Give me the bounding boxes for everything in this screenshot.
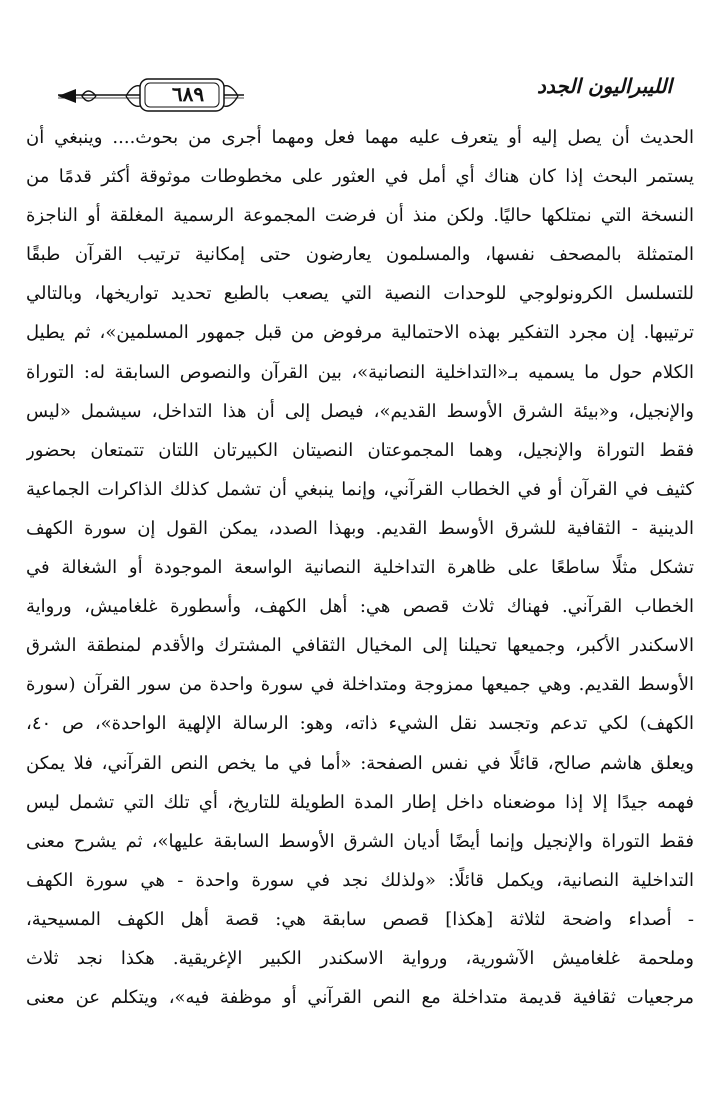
text-line: فهمه جيدًا إلا إذا موضعناه داخل إطار المدة الطويلة للتاريخ، أي تلك التي تشمل ليس <box>26 791 694 813</box>
text-line: ترتيبها. إن مجرد التفكير بهذه الاحتمالية مرفوض من قبل جمهور المسلمين»، ثم يطيل <box>26 322 694 344</box>
text-line: الخطاب القرآني. فهناك ثلاث قصص هي: أهل الكهف، وأسطورة غلغاميش، ورواية <box>26 596 694 618</box>
text-line: والإنجيل، و«بيئة الشرق الأوسط القديم»، فيصل إلى أن هذا التداخل، سيشمل «ليس <box>26 400 694 422</box>
text-line: النسخة التي نمتلكها حاليًا. ولكن منذ أن فرضت المجموعة الرسمية المغلقة أو الناجزة <box>26 205 694 227</box>
text-line: ويعلق هاشم صالح، قائلًا في نفس الصفحة: «أما في ما يخص النص القرآني، فلا يمكن <box>26 752 694 774</box>
running-title: الليبراليون الجدد <box>536 74 672 98</box>
text-line: الحديث أن يصل إليه أو يتعرف عليه مهما فعل ومهما أجرى من بحوث.... وينبغي أن <box>26 127 694 148</box>
text-line: - أصداء واضحة لثلاثة [هكذا] قصص سابقة هي: قصة أهل الكهف المسيحية، <box>26 908 694 930</box>
text-line: المتمثلة بالمصحف نفسها، والمسلمون يعارضون حتى إمكانية ترتيب القرآن طبقًا <box>26 244 694 266</box>
text-line: الكلام حول ما يسميه بـ«التداخلية النصانية»، بين القرآن والنصوص السابقة له: التوراة <box>26 361 694 383</box>
text-line: الاسكندر الأكبر، وجميعها تحيلنا إلى المخيال الثقافي المشترك والأقدم لمنطقة الشرق <box>26 635 694 657</box>
text-line: فقط التوراة والإنجيل، وهما المجموعتان النصيتان الكبيرتان اللتان تتمتعان بحضور <box>26 439 694 461</box>
page-number: ٦٨٩ <box>171 82 205 106</box>
text-line: فقط التوراة والإنجيل وإنما أيضًا أديان الشرق الأوسط السابقة عليها»، ثم يشرح معنى <box>26 830 694 852</box>
text-line: مرجعيات ثقافية قديمة متداخلة مع النص القرآني أو موظفة فيه»، ويتكلم عن معنى <box>26 987 694 1009</box>
text-line: الدينية - الثقافية للشرق الأوسط القديم. وبهذا الصدد، يمكن القول إن سورة الكهف <box>26 517 694 539</box>
text-line: الأوسط القديم. وهي جميعها ممزوجة ومتداخلة في سورة واحدة من سور القرآن (سورة <box>26 674 694 696</box>
text-line: وملحمة غلغاميش الآشورية، ورواية الاسكندر الكبير الإغريقية. هكذا نجد ثلاث <box>26 947 694 969</box>
body-text <box>26 118 694 1017</box>
text-line: التداخلية النصانية، ويكمل قائلًا: «ولذلك نجد في سورة واحدة - هي سورة الكهف <box>26 869 694 891</box>
page-header <box>56 72 680 112</box>
text-line: كثيف في القرآن أو في الخطاب القرآني، وإنما ينبغي أن تشمل كذلك الذاكرات الجماعية <box>26 478 694 500</box>
text-line: تشكل مثلًا ساطعًا على ظاهرة التداخلية النصانية الواسعة الموجودة أو الشغالة في <box>26 557 694 579</box>
text-line: للتسلسل الكرونولوجي للوحدات النصية التي يصعب بالطبع تحديد تواريخها، وبالتالي <box>26 283 694 305</box>
text-line: الكهف) لكي تدعم وتجسد نقل الشيء ذاته، وهو: الرسالة الإلهية الواحدة»، ص ٤٠، <box>26 713 694 735</box>
text-line: يستمر البحث إذا كان هناك أي أمل في العثور على مخطوطات موثوقة أكثر قدمًا من <box>26 166 694 188</box>
